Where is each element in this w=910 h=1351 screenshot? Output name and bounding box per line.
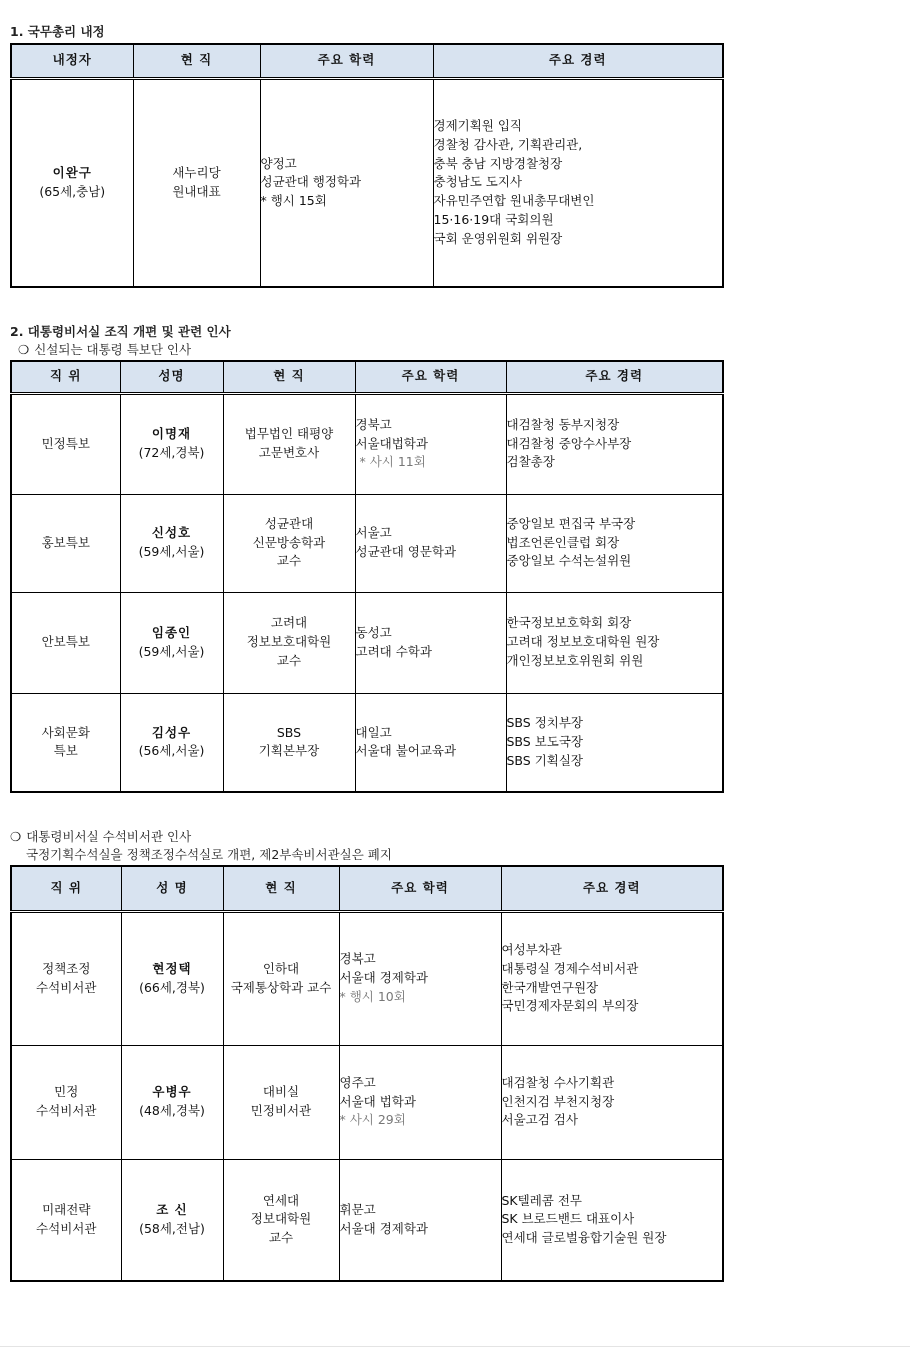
current-line: 정보대학원 <box>250 1211 312 1227</box>
education-line: 서울고 <box>355 525 392 541</box>
education-cell <box>339 911 501 1045</box>
current-line: 교수 <box>276 652 302 668</box>
current-position-cell <box>223 393 355 494</box>
header-current: 현 직 <box>223 866 339 911</box>
career-line: 중앙일보 수석논설위원 <box>506 553 632 569</box>
career-cell <box>501 1159 723 1281</box>
position-line: 홍보특보 <box>41 534 90 550</box>
current-line: 성균관대 <box>264 515 314 531</box>
person-cell <box>120 592 223 693</box>
exam-note: * 행시 15회 <box>260 193 327 209</box>
career-cell <box>501 1045 723 1159</box>
education-cell <box>355 693 506 792</box>
section3-subtitle-text: 대통령비서실 수석비서관 인사 <box>26 829 192 844</box>
table-row <box>11 592 723 693</box>
pm-nominee-table <box>10 43 724 288</box>
career-line: 15·16·19대 국회의원 <box>433 211 554 227</box>
current-line: 원내대표 <box>172 183 221 199</box>
header-career: 주요 경력 <box>433 44 723 78</box>
hollow-circle-icon: ❍ <box>10 829 22 844</box>
person-name: 이명재 <box>151 426 192 442</box>
person-name: 신성호 <box>151 525 192 541</box>
career-cell <box>506 393 723 494</box>
current-position-cell <box>133 78 260 287</box>
career-line: SBS 보도국장 <box>506 733 583 749</box>
header-nominee: 내정자 <box>11 44 133 78</box>
position-line: 수석비서관 <box>36 1103 97 1118</box>
special-advisors-table <box>10 360 724 793</box>
section3-subtitle <box>10 827 191 845</box>
position-cell <box>11 393 120 494</box>
table-row <box>11 494 723 592</box>
section2-subtitle <box>18 340 191 358</box>
career-line: 대통령실 경제수석비서관 <box>501 960 639 976</box>
career-line: 고려대 정보보호대학원 원장 <box>506 634 660 650</box>
career-line: 자유민주연합 원내총무대변인 <box>433 193 595 209</box>
position-line: 안보특보 <box>41 634 90 650</box>
header-education: 주요 학력 <box>260 44 433 78</box>
section2-subtitle-text: 신설되는 대통령 특보단 인사 <box>34 342 192 357</box>
current-line: 신문방송학과 <box>252 534 326 550</box>
career-line: SBS 정치부장 <box>506 715 583 731</box>
education-line: 성균관대 행정학과 <box>260 174 362 190</box>
exam-note: * 사시 11회 <box>359 454 426 470</box>
current-line: 새누리당 <box>172 165 221 180</box>
person-name: 김성우 <box>151 724 192 740</box>
current-line: 기획본부장 <box>258 743 320 759</box>
career-line: 검찰총장 <box>506 454 555 470</box>
current-position-cell <box>223 494 355 592</box>
career-cell <box>506 494 723 592</box>
education-line: 대일고 <box>355 724 392 740</box>
education-line: 서울대 법학과 <box>339 1093 416 1109</box>
person-info: (56세,서울) <box>138 743 205 759</box>
person-info: (58세,전남) <box>139 1220 205 1236</box>
career-line: 인천지검 부천지청장 <box>501 1093 615 1109</box>
education-line: 동성고 <box>355 624 392 640</box>
exam-note: * 사시 29회 <box>339 1112 406 1128</box>
education-line: 영주고 <box>339 1074 376 1090</box>
career-line: 여성부차관 <box>501 942 562 957</box>
current-line: 법무법인 태평양 <box>244 426 334 442</box>
current-position-cell <box>223 911 339 1045</box>
education-line: 고려대 수학과 <box>355 643 432 659</box>
person-name: 임종인 <box>151 624 192 640</box>
exam-note: * 행시 10회 <box>339 988 406 1004</box>
current-position-cell <box>223 1159 339 1281</box>
senior-secretaries-table <box>10 865 724 1282</box>
education-line: 경복고 <box>339 951 376 967</box>
person-cell <box>120 494 223 592</box>
table-row <box>11 1159 723 1281</box>
current-line: 고문변호사 <box>258 445 320 460</box>
education-line: 서울대 경제학과 <box>339 1220 428 1236</box>
career-cell <box>506 693 723 792</box>
career-line: SK 브로드밴드 대표이사 <box>501 1211 635 1227</box>
position-cell <box>11 1159 121 1281</box>
current-line: 민정비서관 <box>250 1103 312 1118</box>
career-line: 법조언론인클럽 회장 <box>506 534 620 550</box>
current-line: 고려대 <box>270 615 308 631</box>
education-line: 성균관대 영문학과 <box>355 544 457 559</box>
section3-subnote: 국정기획수석실을 정책조정수석실로 개편, 제2부속비서관실은 폐지 <box>26 847 392 862</box>
person-name: 현정택 <box>152 960 192 976</box>
person-cell <box>11 78 133 287</box>
career-line: 국회 운영위원회 위원장 <box>433 230 563 246</box>
header-education: 주요 학력 <box>355 361 506 393</box>
current-line: 대비실 <box>262 1084 300 1100</box>
position-cell <box>11 494 120 592</box>
career-cell <box>501 911 723 1045</box>
education-cell <box>339 1045 501 1159</box>
career-line: SBS 기획실장 <box>506 752 583 768</box>
career-line: 충청남도 도지사 <box>433 174 522 190</box>
career-line: 충북 충남 지방경찰청장 <box>433 155 563 171</box>
person-cell <box>121 1159 223 1281</box>
current-line: 연세대 <box>262 1192 300 1208</box>
current-line: SBS <box>276 724 302 740</box>
header-position: 직 위 <box>11 866 121 911</box>
education-cell <box>355 592 506 693</box>
career-line: SK텔레콤 전무 <box>501 1192 582 1208</box>
career-line: 경찰청 감사관, 기획관리관, <box>433 136 583 152</box>
header-name: 성명 <box>120 361 223 393</box>
education-line: 양정고 <box>260 155 297 171</box>
position-line: 수석비서관 <box>36 979 97 995</box>
table-row <box>11 78 723 287</box>
person-cell <box>121 1045 223 1159</box>
person-info: (66세,경북) <box>139 979 205 995</box>
person-name: 조 신 <box>156 1202 188 1217</box>
section1-title: 1. 국무총리 내정 <box>10 24 105 39</box>
education-cell <box>355 494 506 592</box>
career-line: 국민경제자문회의 부의장 <box>501 998 639 1014</box>
position-line: 수석비서관 <box>36 1220 97 1236</box>
position-cell <box>11 1045 121 1159</box>
career-line: 서울고검 검사 <box>501 1112 578 1128</box>
position-cell <box>11 693 120 792</box>
education-line: 서울대 경제학과 <box>339 970 428 986</box>
person-name: 우병우 <box>152 1084 192 1100</box>
education-cell <box>339 1159 501 1281</box>
career-line: 한국정보보호학회 회장 <box>506 615 632 631</box>
career-line: 대검찰청 중앙수사부장 <box>506 435 632 451</box>
current-line: 인하대 <box>262 960 300 976</box>
education-line: 서울대 불어교육과 <box>355 743 457 759</box>
position-line: 특보 <box>53 743 78 759</box>
table-row <box>11 393 723 494</box>
current-line: 국제통상학과 교수 <box>230 979 332 995</box>
header-career: 주요 경력 <box>506 361 723 393</box>
career-line: 대검찰청 동부지청장 <box>506 416 620 432</box>
career-cell <box>433 78 723 287</box>
education-cell <box>260 78 433 287</box>
education-line: 휘문고 <box>339 1202 376 1217</box>
current-line: 교수 <box>276 553 302 569</box>
section2-title: 2. 대통령비서실 조직 개편 및 관련 인사 <box>10 324 231 339</box>
position-line: 사회문화 <box>41 724 90 740</box>
career-line: 경제기획원 입직 <box>433 118 522 134</box>
person-info: (65세,충남) <box>39 183 106 199</box>
position-cell <box>11 592 120 693</box>
position-line: 민정 <box>54 1084 79 1100</box>
career-cell <box>506 592 723 693</box>
career-line: 한국개발연구원장 <box>501 979 599 995</box>
person-info: (48세,경북) <box>139 1103 205 1118</box>
table-row <box>11 1045 723 1159</box>
header-current: 현 직 <box>133 44 260 78</box>
page-bottom-divider <box>0 1346 910 1347</box>
header-name: 성 명 <box>121 866 223 911</box>
position-line: 미래전략 <box>42 1202 91 1217</box>
career-line: 개인정보보호위원회 위원 <box>506 652 644 668</box>
career-line: 연세대 글로벌융합기술원 원장 <box>501 1230 667 1246</box>
header-education: 주요 학력 <box>339 866 501 911</box>
education-line: 서울대법학과 <box>355 435 428 451</box>
person-info: (72세,경북) <box>138 445 205 460</box>
person-info: (59세,서울) <box>138 544 205 559</box>
person-cell <box>121 911 223 1045</box>
current-position-cell <box>223 693 355 792</box>
person-name: 이완구 <box>52 165 92 180</box>
table-row <box>11 693 723 792</box>
education-line: 경북고 <box>355 416 392 432</box>
hollow-circle-icon: ❍ <box>18 342 30 357</box>
education-cell <box>355 393 506 494</box>
person-info: (59세,서울) <box>138 643 205 659</box>
header-position: 직 위 <box>11 361 120 393</box>
position-line: 민정특보 <box>41 435 90 451</box>
person-cell <box>120 393 223 494</box>
current-line: 정보보호대학원 <box>246 634 332 650</box>
current-line: 교수 <box>268 1230 294 1246</box>
career-line: 중앙일보 편집국 부국장 <box>506 515 636 531</box>
current-position-cell <box>223 592 355 693</box>
header-current: 현 직 <box>223 361 355 393</box>
position-line: 정책조정 <box>42 960 91 976</box>
table-row <box>11 911 723 1045</box>
position-cell <box>11 911 121 1045</box>
current-position-cell <box>223 1045 339 1159</box>
header-career: 주요 경력 <box>501 866 723 911</box>
career-line: 대검찰청 수사기획관 <box>501 1074 615 1090</box>
person-cell <box>120 693 223 792</box>
